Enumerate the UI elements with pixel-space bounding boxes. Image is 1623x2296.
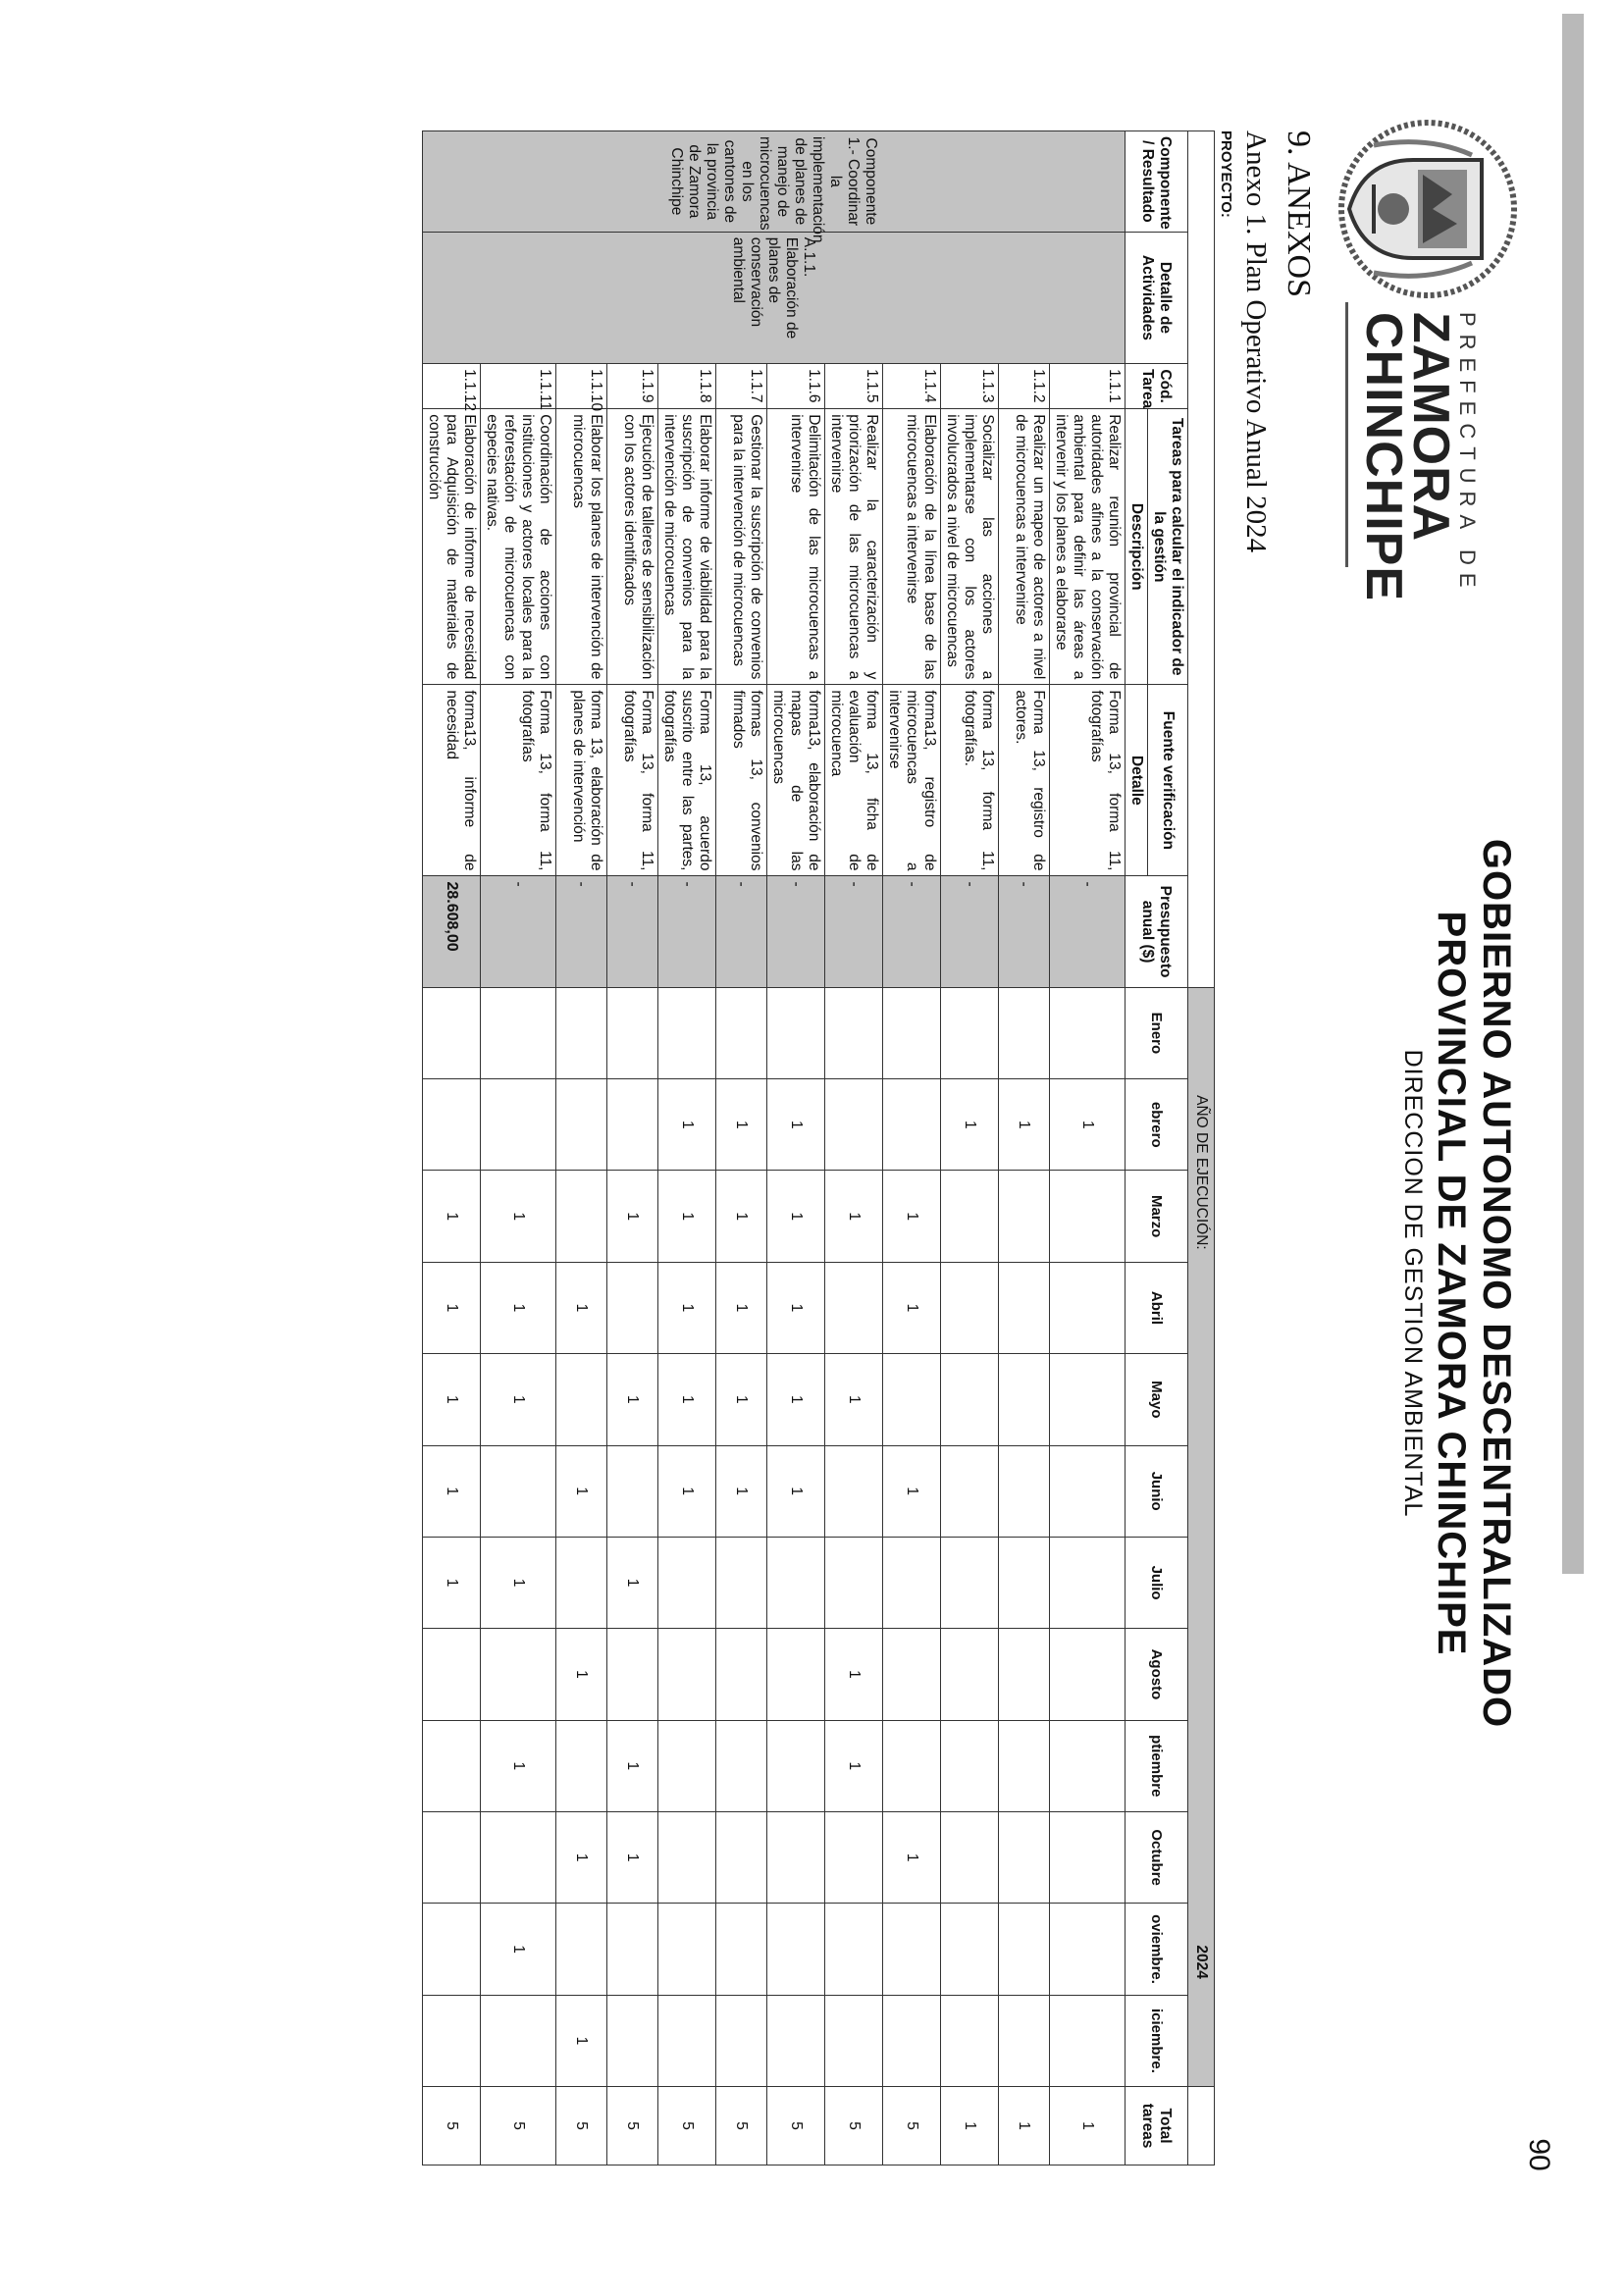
month-cell: 1	[481, 1171, 556, 1262]
fuente-cell: Forma 13, forma 11, fotografías	[607, 685, 658, 876]
month-cell: 1	[883, 1262, 941, 1353]
total-cell: 5	[607, 2087, 658, 2166]
col-componente: Componente / Resultado	[1126, 131, 1188, 233]
month-cell	[481, 1995, 556, 2087]
month-cell	[556, 1171, 607, 1262]
col-month: Agosto	[1126, 1629, 1188, 1720]
presupuesto-cell: -	[999, 876, 1050, 987]
section-title: 9. ANEXOS	[1281, 130, 1317, 298]
year-value: 2024	[1193, 1945, 1210, 1979]
month-cell	[767, 1720, 825, 1811]
month-cell	[999, 1262, 1050, 1353]
month-cell	[941, 1445, 999, 1537]
descripcion-cell: Elaboración de la línea base de las microcuencas a intervenirse	[883, 409, 941, 685]
header-blank	[1188, 131, 1215, 988]
month-cell: 1	[556, 1445, 607, 1537]
table-row	[556, 131, 607, 2166]
month-cell: 1	[941, 1079, 999, 1171]
month-cell: 1	[607, 1171, 658, 1262]
descripcion-cell: Elaborar los planes de intervención de microcuencas	[556, 409, 607, 685]
month-cell	[825, 1537, 883, 1628]
month-cell	[658, 1720, 716, 1811]
header-title-line1: GOBIERNO AUTONOMO DESCENTRALIZADO	[1475, 838, 1518, 1729]
logo-prefix: PREFECTURA DE	[1455, 312, 1480, 596]
table-row	[1050, 131, 1126, 2166]
total-cell: 5	[716, 2087, 767, 2166]
fuente-cell: formas 13, convenios firmados	[716, 685, 767, 876]
month-cell	[941, 1904, 999, 1995]
month-cell	[716, 1904, 767, 1995]
col-month: Julio	[1126, 1537, 1188, 1628]
month-cell	[941, 1995, 999, 2087]
month-cell	[767, 1995, 825, 2087]
month-cell: 1	[825, 1720, 883, 1811]
year-header-row	[1188, 131, 1215, 2166]
month-cell	[1050, 1262, 1126, 1353]
crest-icon	[1335, 116, 1521, 302]
descripcion-cell: Elaboración de informe de necesidad para Adquisición de materiales de construcción	[423, 409, 481, 685]
scan-edge-bar	[1562, 14, 1584, 1574]
month-cell: 1	[658, 1262, 716, 1353]
col-month: ptiembre	[1126, 1720, 1188, 1811]
cod-cell: 1.1.12	[423, 364, 481, 409]
month-cell	[1050, 1171, 1126, 1262]
month-cell: 1	[767, 1171, 825, 1262]
month-cell	[481, 1079, 556, 1171]
col-month: ebrero	[1126, 1079, 1188, 1171]
column-header-row	[1148, 131, 1188, 2166]
table-row	[716, 131, 767, 2166]
presupuesto-cell: -	[481, 876, 556, 987]
month-cell: 1	[716, 1171, 767, 1262]
month-cell	[999, 1995, 1050, 2087]
month-cell	[883, 1904, 941, 1995]
month-cell	[999, 1445, 1050, 1537]
table-row	[658, 131, 716, 2166]
month-cell	[883, 1079, 941, 1171]
page-number: 90	[1523, 2138, 1555, 2171]
presupuesto-cell: 28.608,00	[423, 876, 481, 987]
month-cell: 1	[658, 1171, 716, 1262]
month-cell	[883, 1354, 941, 1445]
month-cell: 1	[481, 1354, 556, 1445]
cod-cell: 1.1.7	[716, 364, 767, 409]
descripcion-cell: Realizar reunión provincial de autoridades afines a la conservación ambiental para definir las áreas a intervenir y los planes a elaborarse	[1050, 409, 1126, 685]
month-cell: 1	[423, 1171, 481, 1262]
col-month: Mayo	[1126, 1354, 1188, 1445]
annex-title: Anexo 1. Plan Operativo Anual 2024	[1240, 130, 1272, 553]
month-cell	[1050, 1629, 1126, 1720]
presupuesto-cell: -	[658, 876, 716, 987]
month-cell	[607, 987, 658, 1078]
descripcion-cell: Delimitación de las microcuencas a intervenirse	[767, 409, 825, 685]
fuente-cell: forma 13, ficha de evaluación de microcuenca	[825, 685, 883, 876]
month-cell	[658, 1537, 716, 1628]
month-cell: 1	[825, 1629, 883, 1720]
descripcion-cell: Realizar la caracterización y priorización de las microcuencas a intervenirse	[825, 409, 883, 685]
month-cell	[423, 1629, 481, 1720]
month-cell	[423, 1904, 481, 1995]
month-cell	[716, 1811, 767, 1903]
month-cell	[556, 1720, 607, 1811]
month-cell: 1	[481, 1904, 556, 1995]
descripcion-cell: Ejecución de talleres de sensibilización con los actores identificados	[607, 409, 658, 685]
month-cell	[941, 1171, 999, 1262]
presupuesto-cell: -	[767, 876, 825, 987]
month-cell	[423, 1079, 481, 1171]
month-cell	[883, 1995, 941, 2087]
month-cell	[1050, 1904, 1126, 1995]
header-title-line3: DIRECCION DE GESTION AMBIENTAL	[1399, 1049, 1427, 1518]
page-header	[1324, 18, 1535, 2216]
col-tareas: Tareas para calcular el indicador de la gestión	[1148, 409, 1188, 685]
cod-cell: 1.1.8	[658, 364, 716, 409]
table-row	[941, 131, 999, 2166]
month-cell: 1	[767, 1079, 825, 1171]
month-cell	[607, 1262, 658, 1353]
table-row	[825, 131, 883, 2166]
month-cell	[1050, 987, 1126, 1078]
month-cell: 1	[556, 1995, 607, 2087]
col-month: Marzo	[1126, 1171, 1188, 1262]
month-cell: 1	[607, 1537, 658, 1628]
cod-cell: 1.1.1	[1050, 364, 1126, 409]
month-cell	[941, 1629, 999, 1720]
month-cell	[423, 1811, 481, 1903]
month-cell	[1050, 1720, 1126, 1811]
month-cell	[556, 987, 607, 1078]
month-cell	[423, 987, 481, 1078]
fuente-cell: forma13, informe de necesidad	[423, 685, 481, 876]
month-cell: 1	[767, 1262, 825, 1353]
col-fuente: Fuente verificación	[1148, 685, 1188, 876]
month-cell: 1	[716, 1079, 767, 1171]
total-cell: 1	[1050, 2087, 1126, 2166]
total-cell: 5	[556, 2087, 607, 2166]
month-cell	[716, 987, 767, 1078]
month-cell	[1050, 1537, 1126, 1628]
cod-cell: 1.1.10	[556, 364, 607, 409]
col-descripcion: Descripción	[1126, 409, 1148, 685]
month-cell	[716, 1537, 767, 1628]
month-cell: 1	[556, 1811, 607, 1903]
table-row	[423, 131, 481, 2166]
descripcion-cell: Coordinación de acciones con instituciones y actores locales para la reforestación de microcuencas con especies nativas.	[481, 409, 556, 685]
presupuesto-cell: -	[556, 876, 607, 987]
col-month: oviembre.	[1126, 1904, 1188, 1995]
month-cell	[941, 1354, 999, 1445]
month-cell	[883, 987, 941, 1078]
month-cell	[607, 1904, 658, 1995]
month-cell	[658, 987, 716, 1078]
month-cell: 1	[481, 1262, 556, 1353]
table-row	[999, 131, 1050, 2166]
month-cell: 1	[607, 1354, 658, 1445]
month-cell	[658, 1811, 716, 1903]
fuente-cell: Forma 13, acuerdo suscrito entre las partes, fotografías	[658, 685, 716, 876]
month-cell: 1	[825, 1354, 883, 1445]
month-cell	[999, 1354, 1050, 1445]
cod-cell: 1.1.9	[607, 364, 658, 409]
month-cell	[658, 1629, 716, 1720]
total-cell: 1	[999, 2087, 1050, 2166]
month-cell	[1050, 1995, 1126, 2087]
total-cell: 5	[767, 2087, 825, 2166]
fuente-cell: Forma 13, registro de actores.	[999, 685, 1050, 876]
logo-name-line2: CHINCHIPE	[1355, 312, 1412, 602]
month-cell	[825, 1811, 883, 1903]
month-cell	[481, 1629, 556, 1720]
total-cell: 5	[658, 2087, 716, 2166]
month-cell: 1	[767, 1445, 825, 1537]
col-detalle-actividades: Detalle de Actividades	[1126, 232, 1188, 363]
total-cell: 5	[423, 2087, 481, 2166]
table-body	[423, 131, 1126, 2166]
month-cell: 1	[883, 1171, 941, 1262]
month-cell: 1	[423, 1537, 481, 1628]
month-cell	[556, 1904, 607, 1995]
proyecto-label: PROYECTO:	[1218, 130, 1234, 218]
month-cell	[423, 1995, 481, 2087]
cod-cell: 1.1.4	[883, 364, 941, 409]
poa-table	[422, 130, 1215, 2166]
cod-cell: 1.1.3	[941, 364, 999, 409]
month-cell	[481, 1445, 556, 1537]
col-cod-tarea: Cód. Tarea	[1126, 364, 1188, 409]
month-cell	[941, 1537, 999, 1628]
cod-cell: 1.1.5	[825, 364, 883, 409]
fuente-cell: Forma 13, forma 11, fotografías	[1050, 685, 1126, 876]
presupuesto-cell: -	[825, 876, 883, 987]
month-cell	[883, 1629, 941, 1720]
total-cell: 5	[825, 2087, 883, 2166]
month-cell: 1	[1050, 1079, 1126, 1171]
month-cell	[716, 1995, 767, 2087]
month-cell	[825, 987, 883, 1078]
month-cell	[767, 1904, 825, 1995]
month-cell: 1	[767, 1354, 825, 1445]
componente-cell: Componente 1.- Coordinar la implementación de planes de manejo de microcuencas en los cantones de la provincia de Zamora Chinchipe	[423, 131, 1126, 233]
month-cell: 1	[423, 1354, 481, 1445]
fuente-cell: forma 13, elaboración de planes de intervención	[556, 685, 607, 876]
month-cell: 1	[658, 1079, 716, 1171]
month-cell: 1	[716, 1445, 767, 1537]
cod-cell: 1.1.2	[999, 364, 1050, 409]
year-label: AÑO DE EJECUCIÓN:	[1193, 1095, 1210, 1250]
header-titles	[1397, 626, 1519, 1941]
presupuesto-cell: -	[607, 876, 658, 987]
descripcion-cell: Socializar las acciones a implementarse con los actores involucrados a nivel de microcuencas	[941, 409, 999, 685]
month-cell	[481, 987, 556, 1078]
month-cell: 1	[999, 1079, 1050, 1171]
total-cell: 1	[941, 2087, 999, 2166]
month-cell	[767, 1811, 825, 1903]
month-cell	[716, 1720, 767, 1811]
month-cell: 1	[658, 1445, 716, 1537]
month-cell	[825, 1262, 883, 1353]
month-cell: 1	[556, 1629, 607, 1720]
fuente-cell: forma13, elaboración de mapas de las microcuencas	[767, 685, 825, 876]
month-cell	[999, 1720, 1050, 1811]
month-cell	[658, 1904, 716, 1995]
month-cell: 1	[825, 1171, 883, 1262]
month-cell	[999, 987, 1050, 1078]
logo-underline	[1345, 302, 1348, 567]
month-cell	[941, 1811, 999, 1903]
month-cell	[767, 1629, 825, 1720]
month-cell	[883, 1537, 941, 1628]
month-cell	[825, 1995, 883, 2087]
month-cell	[999, 1171, 1050, 1262]
year-header	[1188, 987, 1215, 2086]
presupuesto-cell: -	[1050, 876, 1126, 987]
month-cell: 1	[716, 1354, 767, 1445]
fuente-cell: forma 13, forma 11, fotografías.	[941, 685, 999, 876]
total-cell: 5	[481, 2087, 556, 2166]
month-cell	[1050, 1811, 1126, 1903]
descripcion-cell: Realizar un mapeo de actores a nivel de microcuencas a intervenirse	[999, 409, 1050, 685]
month-cell	[658, 1995, 716, 2087]
presupuesto-cell: -	[941, 876, 999, 987]
month-cell: 1	[481, 1720, 556, 1811]
logo-name-line1: ZAMORA	[1402, 312, 1459, 543]
month-cell	[941, 1262, 999, 1353]
month-cell: 1	[883, 1811, 941, 1903]
month-cell	[825, 1445, 883, 1537]
month-cell: 1	[423, 1262, 481, 1353]
month-cell	[556, 1079, 607, 1171]
rotated-page	[200, 18, 1535, 2216]
col-month: Abril	[1126, 1262, 1188, 1353]
fuente-cell: forma13, registro de microcuencas a intervenirse	[883, 685, 941, 876]
month-cell	[423, 1720, 481, 1811]
col-total-tareas: Total tareas	[1126, 2087, 1188, 2166]
presupuesto-cell: -	[883, 876, 941, 987]
month-cell	[999, 1537, 1050, 1628]
month-cell	[607, 1629, 658, 1720]
col-month: Octubre	[1126, 1811, 1188, 1903]
descripcion-cell: Gestionar la suscripción de convenios para la intervención de microcuencas	[716, 409, 767, 685]
cod-cell: 1.1.6	[767, 364, 825, 409]
table-row	[883, 131, 941, 2166]
month-cell	[767, 1537, 825, 1628]
col-fuente-detalle: Detalle	[1126, 685, 1148, 876]
month-cell: 1	[423, 1445, 481, 1537]
month-cell	[999, 1629, 1050, 1720]
month-cell	[607, 1995, 658, 2087]
table-row	[481, 131, 556, 2166]
month-cell	[999, 1904, 1050, 1995]
col-month: Junio	[1126, 1445, 1188, 1537]
month-cell	[825, 1904, 883, 1995]
month-cell	[767, 987, 825, 1078]
fuente-cell: Forma 13, forma 11, fotografías	[481, 685, 556, 876]
month-cell: 1	[607, 1720, 658, 1811]
cod-cell: 1.1.11	[481, 364, 556, 409]
poa-table-wrapper	[422, 130, 1215, 2166]
presupuesto-cell: -	[716, 876, 767, 987]
month-cell: 1	[658, 1354, 716, 1445]
month-cell	[556, 1354, 607, 1445]
month-cell: 1	[883, 1445, 941, 1537]
month-cell	[716, 1629, 767, 1720]
col-month: Enero	[1126, 987, 1188, 1078]
header-title-line2: PROVINCIAL DE ZAMORA CHINCHIPE	[1430, 911, 1473, 1656]
table-row	[607, 131, 658, 2166]
month-cell	[1050, 1445, 1126, 1537]
month-cell	[481, 1811, 556, 1903]
month-cell	[883, 1720, 941, 1811]
month-cell: 1	[716, 1262, 767, 1353]
month-cell	[941, 1720, 999, 1811]
month-cell	[825, 1079, 883, 1171]
month-cell: 1	[556, 1262, 607, 1353]
month-cell	[941, 987, 999, 1078]
descripcion-cell: Elaborar informe de viabilidad para la suscripción de convenios para la intervención de microcuencas	[658, 409, 716, 685]
table-row	[767, 131, 825, 2166]
col-presupuesto: Presupuesto anual ($)	[1126, 876, 1188, 987]
month-cell	[999, 1811, 1050, 1903]
prefectura-logo	[1335, 116, 1521, 602]
col-month: iciembre.	[1126, 1995, 1188, 2087]
actividad-cell: A.1.1. Elaboración de planes de conservación ambiental	[423, 232, 1126, 363]
total-cell: 5	[883, 2087, 941, 2166]
month-cell: 1	[607, 1811, 658, 1903]
month-cell	[607, 1445, 658, 1537]
month-cell: 1	[481, 1537, 556, 1628]
month-cell	[607, 1079, 658, 1171]
header-blank-total	[1188, 2087, 1215, 2166]
logo-text	[1355, 312, 1480, 602]
month-cell	[1050, 1354, 1126, 1445]
month-cell	[556, 1537, 607, 1628]
